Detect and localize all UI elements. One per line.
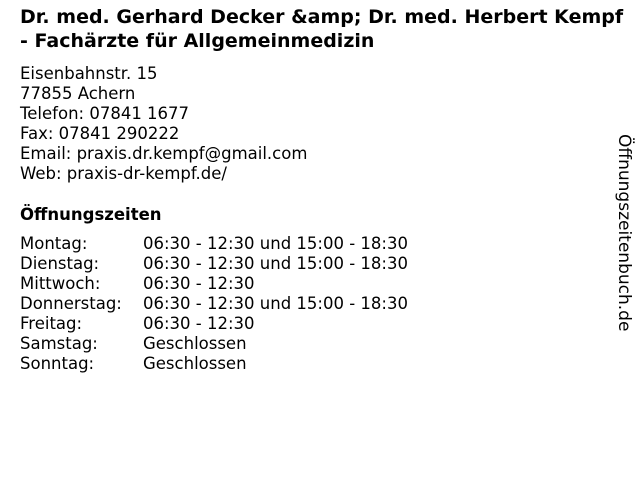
hours-day: Mittwoch: [20,274,101,293]
hours-row-monday [20,234,408,254]
hours-day: Dienstag: [20,254,100,273]
hours-row-tuesday [20,254,408,274]
hours-day: Montag: [20,234,88,253]
address-email: Email: praxis.dr.kempf@gmail.com [20,144,308,163]
hours-time: Geschlossen [143,334,247,353]
page-title: Dr. med. Gerhard Decker &amp; Dr. med. Herbert Kempf - Fachärzte für Allgemeinmedizin [20,6,624,52]
address-city: 77855 Achern [20,84,136,103]
address-phone: Telefon: 07841 1677 [20,104,190,123]
hours-day: Sonntag: [20,354,95,373]
hours-row-sunday [20,354,408,374]
hours-time: 06:30 - 12:30 und 15:00 - 18:30 [143,234,408,253]
hours-time: 06:30 - 12:30 [143,314,255,333]
hours-time: Geschlossen [143,354,247,373]
opening-hours-table [20,234,408,374]
address-web: Web: praxis-dr-kempf.de/ [20,164,227,183]
hours-row-wednesday [20,274,408,294]
hours-time: 06:30 - 12:30 und 15:00 - 18:30 [143,254,408,273]
hours-row-thursday [20,294,408,314]
hours-row-saturday [20,334,408,354]
site-watermark: Öffnungszeitenbuch.de [614,134,634,332]
hours-time: 06:30 - 12:30 [143,274,255,293]
hours-row-friday [20,314,408,334]
hours-day: Samstag: [20,334,98,353]
address-fax: Fax: 07841 290222 [20,124,180,143]
opening-hours-heading: Öffnungszeiten [20,205,162,224]
hours-day: Freitag: [20,314,83,333]
hours-time: 06:30 - 12:30 und 15:00 - 18:30 [143,294,408,313]
address-block [20,64,307,184]
address-street: Eisenbahnstr. 15 [20,64,158,83]
hours-day: Donnerstag: [20,294,122,313]
